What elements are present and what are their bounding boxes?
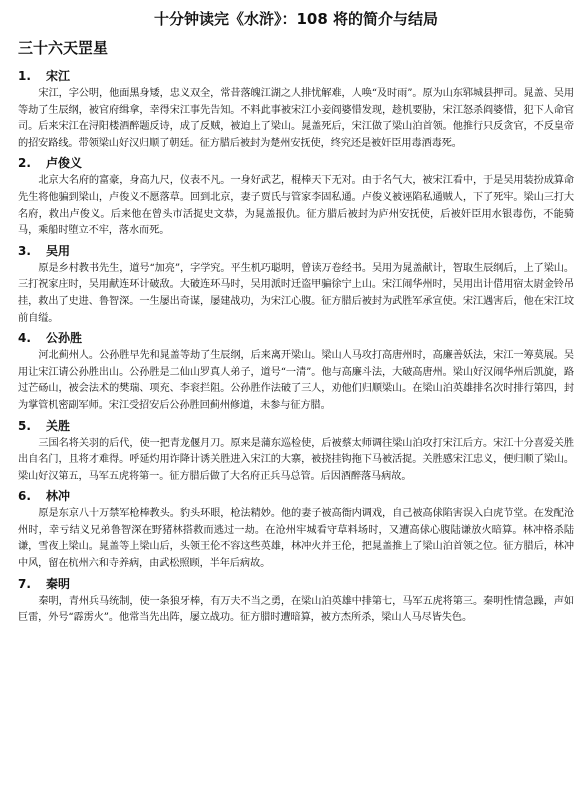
- hero-number: 2.: [18, 156, 31, 171]
- hero-entry: [18, 576, 574, 627]
- hero-entry: [18, 243, 574, 327]
- hero-name: 宋江: [46, 69, 71, 83]
- hero-name: 关胜: [46, 418, 71, 433]
- hero-number: 1.: [18, 69, 31, 83]
- hero-name: 林冲: [46, 489, 71, 504]
- document-title: 十分钟读完《水浒》：108 将的简介与结局: [153, 10, 439, 28]
- hero-heading: [18, 243, 574, 259]
- hero-heading: [18, 330, 574, 346]
- section-heading: 三十六天罡星: [18, 39, 109, 57]
- hero-number: 3.: [18, 243, 31, 258]
- hero-name: 吴用: [46, 243, 71, 258]
- hero-number: 5.: [18, 418, 31, 433]
- hero-entry: [18, 155, 574, 239]
- hero-heading: [18, 68, 574, 84]
- hero-name: 秦明: [46, 576, 71, 591]
- hero-description: 原是乡村教书先生，道号“加亮”，字学究。平生机巧聪明，曾读万卷经书。吴用为晁盖献计，智取生辰纲后，上了梁山。三打祝家庄时，吴用献连环计破敌。大破连环马时，吴用派时迁盗甲骗徐宁上山。宋江闹华州时，吴用出计借用宿太尉金铃吊挂，救出了史进、鲁智深。一生屡出奇谋，屡建战功，为宋江心腹。征方腊后被封为武胜军承宣使。宋江遇害后，他在宋江坟前自缢。: [18, 262, 574, 324]
- hero-name: 公孙胜: [46, 331, 83, 346]
- hero-number: 7.: [18, 576, 31, 591]
- hero-description: 秦明，青州兵马统制，使一条狼牙棒，有万夫不当之勇，在梁山泊英雄中排第七，马军五虎将第三。秦明性情急躁，声如巨雷，外号“霹雳火”。他常当先出阵，屡立战功。征方腊时遭暗算，被方杰所杀，梁山人马尽皆失色。: [18, 595, 574, 624]
- hero-number: 4.: [18, 331, 31, 346]
- hero-description: 原是东京八十万禁军枪棒教头。豹头环眼，枪法精妙。他的妻子被高衙内调戏，自己被高俅陷害误入白虎节堂。在发配沧州时，幸亏结义兄弟鲁智深在野猪林搭救而逃过一劫。在沧州牢城看守草料场时，又遭高俅心腹陆谦放火暗算。林冲格杀陆谦，雪夜上梁山。晁盖等上梁山后，头领王伦不容这些英雄，林冲火并王伦，把晁盖推上了梁山泊首领之位。征方腊后，林冲中风，留在杭州六和寺养病，由武松照顾，半年后病故。: [18, 508, 574, 570]
- hero-description: 北京大名府的富豪，身高九尺，仪表不凡。一身好武艺，棍棒天下无对。由于名气大，被宋江看中，于是吴用装扮成算命先生将他骗到梁山，卢俊义不愿落草。回到北京，妻子贾氏与管家李固私通。卢俊义被诬陷私通贼人，下了死牢。梁山三打大名府，救出卢俊义。后来他在曾头市活捉史文恭，为晁盖报仇。征方腊后被封为庐州安抚使，后被奸臣用水银毒伤，不能骑马，乘船时堕立不牢，落水而死。: [18, 175, 574, 237]
- hero-entry: [18, 68, 574, 152]
- hero-number: 6.: [18, 489, 31, 504]
- hero-name: 卢俊义: [46, 156, 83, 171]
- hero-entry: [18, 418, 574, 486]
- hero-entry: [18, 488, 574, 572]
- hero-description: 河北蓟州人。公孙胜早先和晁盖等劫了生辰纲，后来离开梁山。梁山人马攻打高唐州时，高廉善妖法，宋江一筹莫展。吴用让宋江请公孙胜出山。公孙胜是二仙山罗真人弟子，道号“一清”。他与高廉斗法，大破高唐州。梁山好汉闹华州后凯旋，路过芒砀山，被会法术的樊瑞、项充、李衮拦阻。公孙胜作法破了三人，劝他们归顺梁山。在梁山泊英雄排名次时排行第四，封为掌管机密副军师。宋江受招安后公孙胜回蓟州修道，未参与征方腊。: [18, 350, 574, 411]
- hero-description: 宋江，字公明，他面黑身矮，忠义双全，常昔落魄江湖之人排忧解难，人唤“及时雨”。原为山东郓城县押司。晁盖、吴用等劫了生辰纲，被官府缉拿，幸得宋江事先告知。不料此事被宋江小妾阎婆惜发现，趁机要胁，宋江怒杀阎婆惜，犯下人命官司。后来宋江在浔阳楼酒醉题反诗，成了反贼，被迫上了梁山。晁盖死后，宋江做了梁山泊首领。他推行只反贪官，不反皇帝的招安路线。带领梁山好汉归顺了朝廷。征方腊后被封为楚州安抚使，终究还是被奸臣用毒酒毒死。: [18, 88, 574, 149]
- hero-heading: [18, 488, 574, 504]
- hero-heading: [18, 576, 574, 592]
- hero-heading: [18, 155, 574, 171]
- hero-description: 三国名将关羽的后代，使一把青龙偃月刀。原来是蒲东巡检使，后被蔡太师调往梁山泊攻打宋江后方。宋江十分喜爱关胜出自名门，且将才难得。呼延灼用诈降计诱关胜进入宋江的大寨，被挠挂钩拖下马被活捉。关胜感宋江忠义，便归顺了梁山。梁山好汉第五，马军五虎将第一。征方腊后做了大名府正兵马总管。后因酒醉落马病故。: [18, 437, 574, 482]
- hero-heading: [18, 418, 574, 434]
- hero-entry: [18, 330, 574, 414]
